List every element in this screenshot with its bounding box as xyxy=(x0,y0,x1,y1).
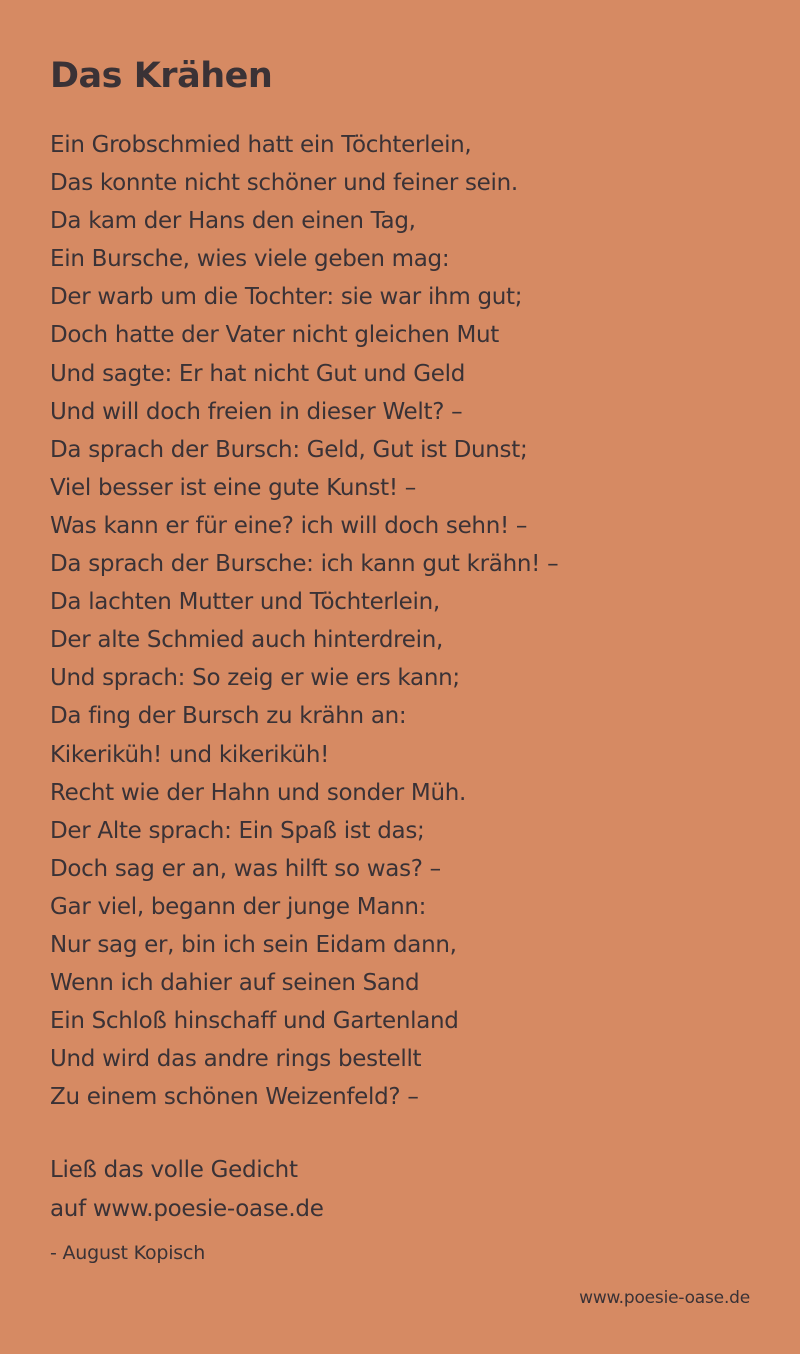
read-full-poem-note xyxy=(50,1151,324,1228)
poem-line: Kikeriküh! und kikeriküh! xyxy=(50,741,330,768)
poem-line: Und sagte: Er hat nicht Gut und Geld xyxy=(50,360,466,387)
poem-line: Da fing der Bursch zu krähn an: xyxy=(50,703,407,730)
footer-website-url: www.poesie-oase.de xyxy=(579,1288,750,1308)
poem-line: Doch sag er an, was hilft so was? – xyxy=(50,855,441,882)
poem-line: Ein Bursche, wies viele geben mag: xyxy=(50,246,450,273)
poem-line: Wenn ich dahier auf seinen Sand xyxy=(50,970,420,997)
poem-line: Doch hatte der Vater nicht gleichen Mut xyxy=(50,322,500,349)
poem-line: Was kann er für eine? ich will doch sehn! – xyxy=(50,512,528,539)
poem-line: Zu einem schönen Weizenfeld? – xyxy=(50,1084,419,1111)
poem-line: Ein Grobschmied hatt ein Töchterlein, xyxy=(50,132,472,158)
poem-line: Ein Schloß hinschaff und Gartenland xyxy=(50,1008,459,1035)
cta-line-2: auf www.poesie-oase.de xyxy=(50,1195,324,1222)
poem-line: Da sprach der Bursch: Geld, Gut ist Dunst; xyxy=(50,436,528,463)
poem-line: Der Alte sprach: Ein Spaß ist das; xyxy=(50,817,425,844)
poem-line: Viel besser ist eine gute Kunst! – xyxy=(50,474,416,501)
poem-line: Und wird das andre rings bestellt xyxy=(50,1046,422,1073)
poem-body xyxy=(50,126,558,1116)
poem-line: Recht wie der Hahn und sonder Müh. xyxy=(50,779,467,806)
poem-title: Das Krähen xyxy=(50,56,273,96)
poem-line: Der warb um die Tochter: sie war ihm gut; xyxy=(50,284,523,311)
poem-line: Nur sag er, bin ich sein Eidam dann, xyxy=(50,931,457,958)
poem-line: Der alte Schmied auch hinterdrein, xyxy=(50,627,444,654)
poem-line: Da sprach der Bursche: ich kann gut krähn! – xyxy=(50,551,559,578)
poem-line: Und sprach: So zeig er wie ers kann; xyxy=(50,665,460,692)
cta-line-1: Ließ das volle Gedicht xyxy=(50,1157,298,1183)
author-credit: - August Kopisch xyxy=(50,1242,206,1264)
poem-line: Das konnte nicht schöner und feiner sein. xyxy=(50,170,518,197)
poem-line: Da kam der Hans den einen Tag, xyxy=(50,208,416,235)
poem-line: Da lachten Mutter und Töchterlein, xyxy=(50,589,440,616)
poem-line: Gar viel, begann der junge Mann: xyxy=(50,893,427,920)
poem-line: Und will doch freien in dieser Welt? – xyxy=(50,398,463,425)
